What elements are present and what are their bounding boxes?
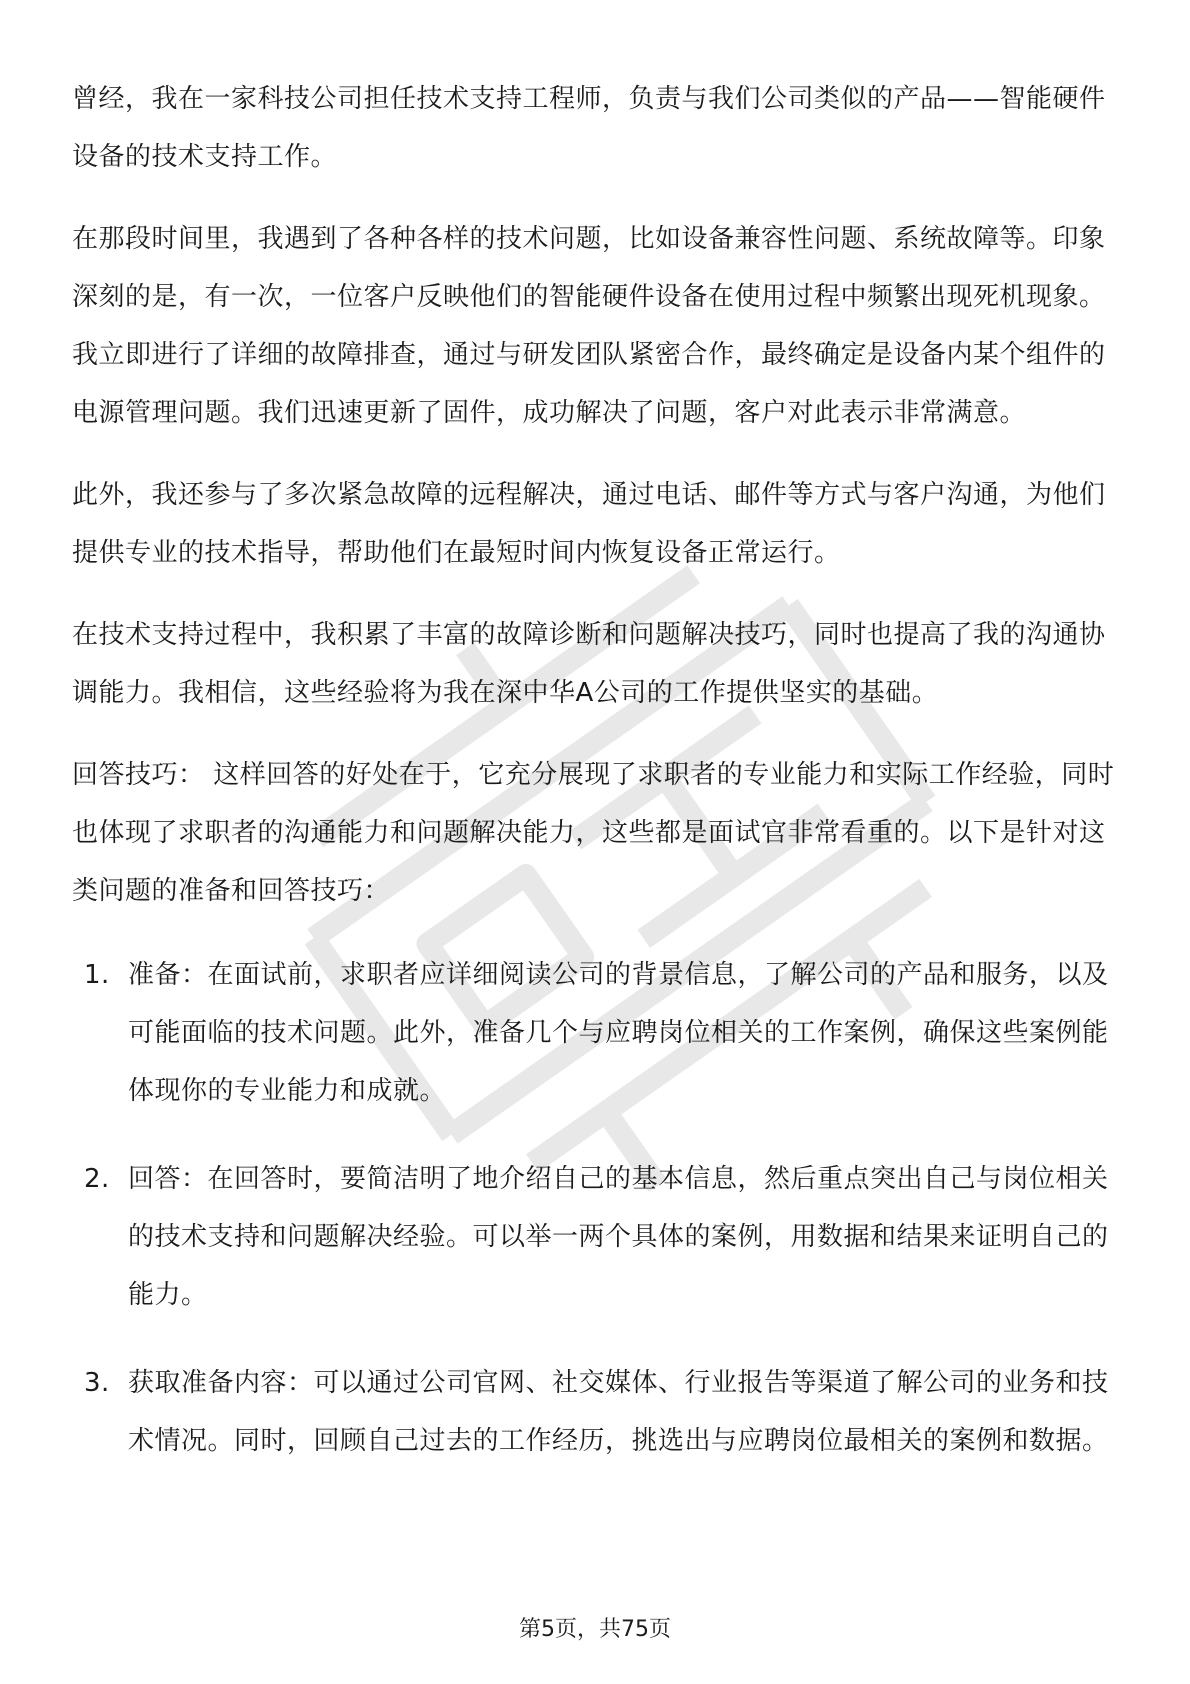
tips-list xyxy=(72,946,1122,1470)
list-item-text: 获取准备内容：可以通过公司官网、社交媒体、行业报告等渠道了解公司的业务和技术情况。同时，回顾自己过去的工作经历，挑选出与应聘岗位最相关的案例和数据。 xyxy=(128,1368,1109,1456)
paragraph-answer-tips: 回答技巧： 这样回答的好处在于，它充分展现了求职者的专业能力和实际工作经验，同时也体现了求职者的沟通能力和问题解决能力，这些都是面试官非常看重的。以下是针对这类问题的准备和回答技巧： xyxy=(72,760,1115,906)
list-item-text: 回答：在回答时，要简洁明了地介绍自己的基本信息，然后重点突出自己与岗位相关的技术支持和问题解决经验。可以举一两个具体的案例，用数据和结果来证明自己的能力。 xyxy=(128,1164,1109,1310)
paragraph-experience-intro: 曾经，我在一家科技公司担任技术支持工程师，负责与我们公司类似的产品——智能硬件设备的技术支持工作。 xyxy=(72,84,1106,172)
list-item xyxy=(72,946,1122,1120)
list-item-number: 1. xyxy=(84,960,110,990)
list-item xyxy=(72,1354,1122,1470)
list-item-number: 2. xyxy=(84,1164,110,1194)
paragraph-experience-details: 在那段时间里，我遇到了各种各样的技术问题，比如设备兼容性问题、系统故障等。印象深刻的是，有一次，一位客户反映他们的智能硬件设备在使用过程中频繁出现死机现象。我立即进行了详细的故障排查，通过与研发团队紧密合作，最终确定是设备内某个组件的电源管理问题。我们迅速更新了固件，成功解决了问题，客户对此表示非常满意。 xyxy=(72,224,1106,428)
main-content xyxy=(72,70,1122,1500)
paragraph-remote-support: 此外，我还参与了多次紧急故障的远程解决，通过电话、邮件等方式与客户沟通，为他们提供专业的技术指导，帮助他们在最短时间内恢复设备正常运行。 xyxy=(72,480,1106,568)
page-number-footer: 第5页，共75页 xyxy=(519,1617,671,1642)
paragraph-skills-summary: 在技术支持过程中，我积累了丰富的故障诊断和问题解决技巧，同时也提高了我的沟通协调能力。我相信，这些经验将为我在深中华A公司的工作提供坚实的基础。 xyxy=(72,620,1106,708)
list-item-number: 3. xyxy=(84,1368,110,1398)
list-item-text: 准备：在面试前，求职者应详细阅读公司的背景信息，了解公司的产品和服务，以及可能面临的技术问题。此外，准备几个与应聘岗位相关的工作案例，确保这些案例能体现你的专业能力和成就。 xyxy=(128,960,1109,1106)
list-item xyxy=(72,1150,1122,1324)
